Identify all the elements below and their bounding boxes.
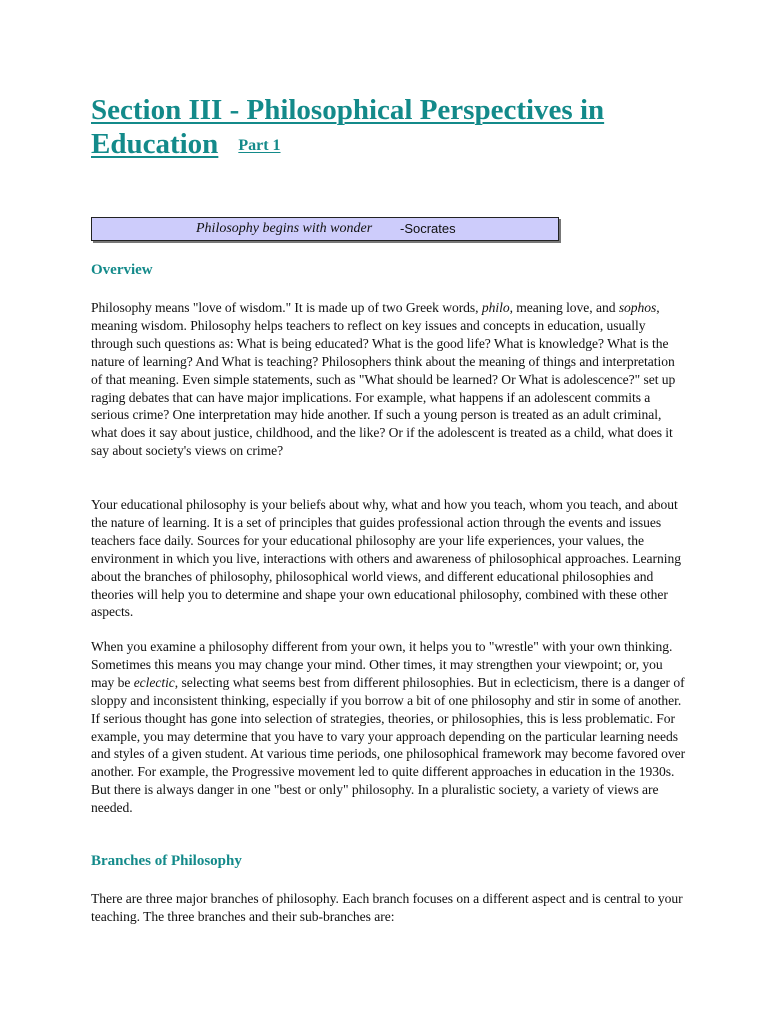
part-1-link[interactable]: Part 1	[238, 137, 281, 154]
text-run: , meaning love, and	[509, 300, 619, 315]
overview-heading: Overview	[91, 262, 153, 278]
term-philo: philo	[481, 300, 510, 315]
text-run: Philosophy means "love of wisdom." It is made up of two Greek words,	[91, 300, 482, 315]
overview-paragraph-1	[91, 299, 687, 460]
page-title	[91, 93, 691, 163]
branches-heading: Branches of Philosophy	[91, 853, 242, 869]
overview-paragraph-2: Your educational philosophy is your beliefs about why, what and how you teach, whom you teach, and about the nature of learning. It is a set of principles that guides professional action through the events and issues teachers face daily. Sources for your educational philosophy are your life experiences, your values, the environment in which you live, interactions with others and awareness of philosophical approaches. Learning about the branches of philosophy, philosophical world views, and different educational philosophies and theories will help you to determine and shape your own educational philosophy, combined with these other aspects.	[91, 497, 681, 620]
quote-text: Philosophy begins with wonder	[196, 221, 373, 236]
quote-author: -Socrates	[400, 221, 456, 236]
page-title-text: Section III - Philosophical Perspectives in Education	[91, 94, 605, 160]
text-run: , selecting what seems best from different philosophies. But in eclecticism, there is a danger of sloppy and inconsistent thinking, especially if you borrow a bit of one philosophy and stir in some of another. If serious thought has gone into selection of strategies, theories, or philosophies, this is less problematic. For example, you may determine that you have to vary your approach depending on the particular learning needs and styles of a given student. At various time periods, one philosophical framework may become favored over another. For example, the Progressive movement led to quite different approaches in education in the 1930s. But there is always danger in one "best or only" philosophy. In a pluralistic society, a variety of views are needed.	[91, 674, 686, 816]
term-eclectic: eclectic	[133, 674, 175, 690]
term-sophos: sophos	[618, 300, 657, 315]
text-run: When you examine a philosophy different from your own, it helps you to "wrestle" with your own thinking. Sometimes this means you may change your mind. Other times, it may strengthen your viewpoint; or, you may be	[91, 639, 673, 690]
overview-paragraph-3	[91, 638, 687, 817]
text-run: , meaning wisdom. Philosophy helps teachers to reflect on key issues and concepts in education, usually through such questions as: What is being educated? What is the good life? What is knowledge? What is the nature of learning? And What is teaching? Philosophers think about the meaning of things and interpretation of that meaning. Even simple statements, such as "What should be learned? Or What is adolescence?" set up raging debates that can have major implications. For example, what happens if an adolescent commits a serious crime? One interpretation may hide another. If such a young person is treated as an adult criminal, what does it say about justice, childhood, and the like? Or if the adolescent is treated as a child, what does it say about society's views on crime?	[91, 300, 676, 459]
branches-paragraph-1: There are three major branches of philosophy. Each branch focuses on a different aspect and is central to your teaching. The three branches and their sub-branches are:	[91, 891, 683, 924]
quote-box	[91, 217, 559, 241]
